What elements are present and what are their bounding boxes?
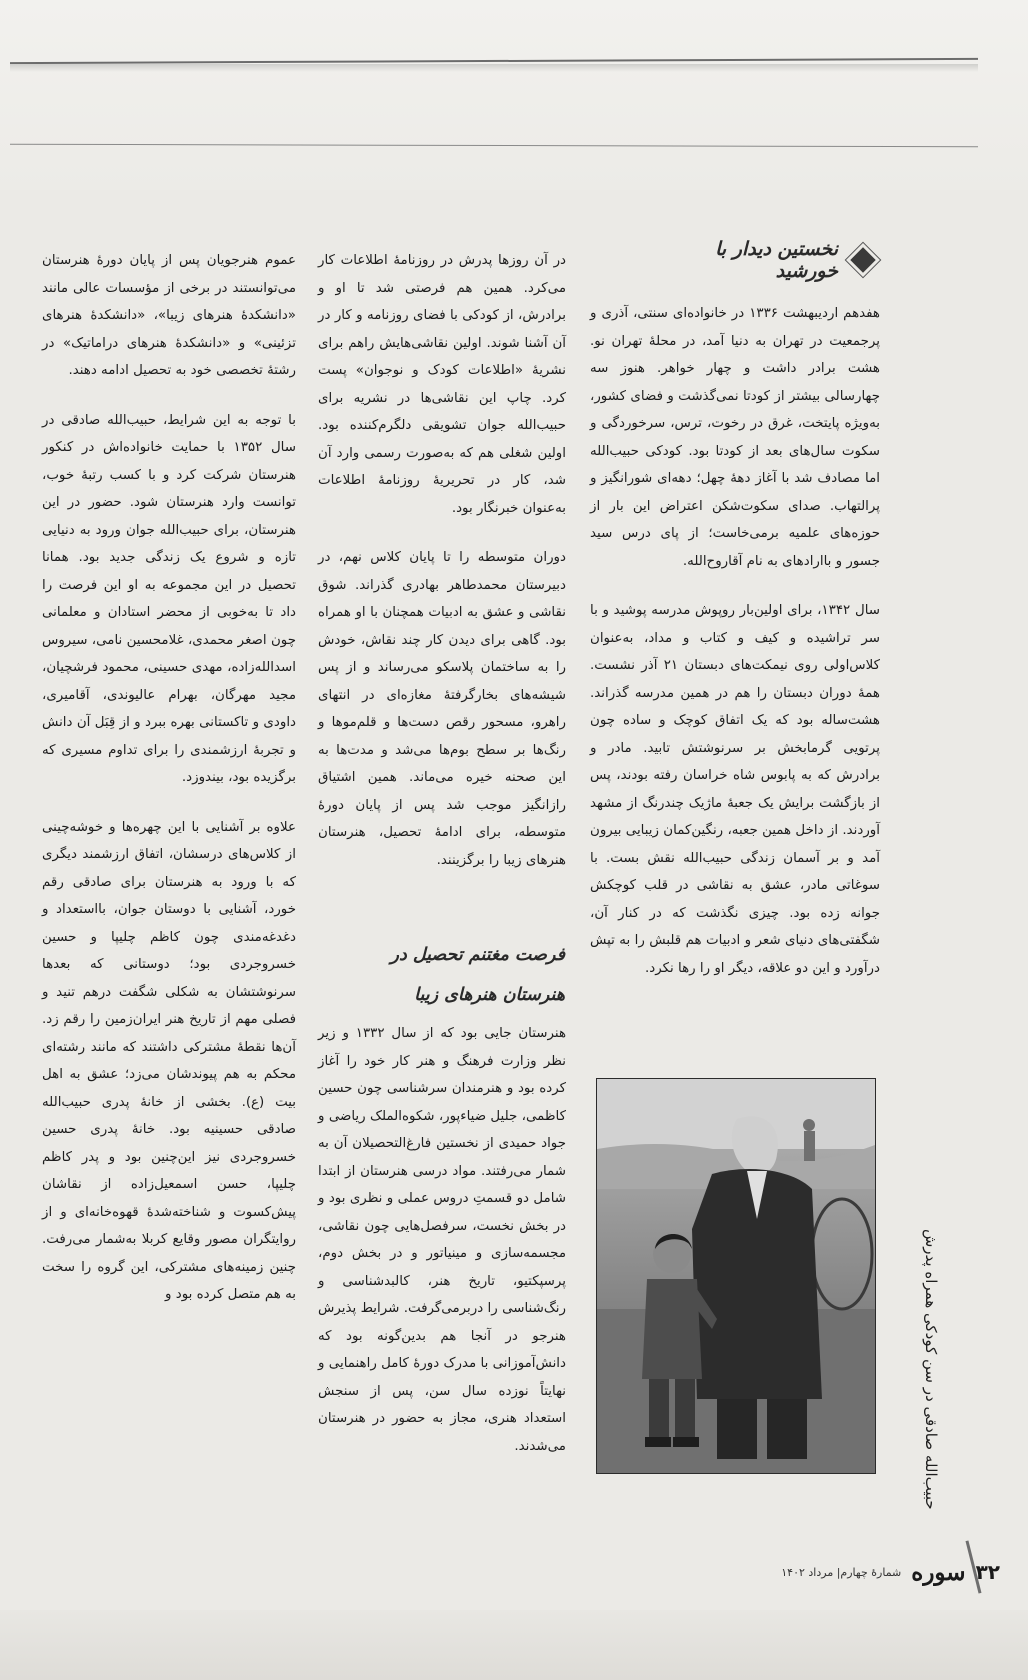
paragraph: با توجه به این شرایط، حبیب‌الله صادقی در سال ۱۳۵۲ با حمایت خانواده‌اش در کنکور هنرستان شرکت کرد و با کسب رتبهٔ خوب، توانست وارد هنرستان شود. حضور در این هنرستان، برای حبیب‌الله جوان ورود به دنیایی تازه و شروع یک زندگی جدید بود. همانا تحصیل در این مجموعه به او این فرصت را داد تا به‌خوبی از محضر استادان و معلمانی چون اصغر محمدی، غلامحسین نامی، سیروس اسدالله‌زاده، مهدی حسینی، محمود فرشچیان، مجید مهرگان، بهرام عالیوندی، آقامیری، داودی و تاکستانی بهره ببرد و از قِبَل آن دانش و تجربهٔ ارزشمندی را برای تداوم مسیری که برگزیده بود، بیندوزد. (42, 412, 296, 785)
historic-photo (596, 1078, 876, 1474)
paragraph: سال ۱۳۴۲، برای اولین‌بار روپوش مدرسه پوشید و با سر تراشیده و کیف و کتاب و مداد، به‌عنوان کلاس‌اولی روی نیمکت‌های دبستان ۲۱ آذر نشست. همهٔ دوران دبستان را هم در همین مدرسه گذراند. هشت‌ساله بود که یک اتفاق کوچک و ساده چون پرتویی گرمابخش بر سرنوشتش تابید. مادر و برادرش که به پابوس شاه خراسان رفته بودند، پس از بازگشت برایش یک جعبهٔ ماژیک چندرنگ از مشهد آوردند. از داخل همین جعبه، رنگین‌کمان زیبایی بیرون آمد و بر آسمان زندگی حبیب‌الله نقش بست. با سوغاتی مادر، عشق به نقاشی در قلب کوچکش جوانه زده بود. چیزی نگذشت که در کنار آن، شگفتی‌های دنیای شعر و ادبیات هم قلبش را به تپش درآورد و این دو علاقه، دیگر او را رها نکرد. (590, 603, 880, 976)
paragraph: علاوه بر آشنایی با این چهره‌ها و خوشه‌چینی از کلاس‌های درسشان، اتفاق ارزشمند دیگری که با ورود به هنرستان برای صادقی رقم خورد، آشنایی با دوستان جوان، بااستعداد و دغدغه‌مندی چون کاظم چلیپا و حسین خسروجردی بود؛ دوستانی که بعدها سرنوشتشان به شکلی شگفت درهم تنید و فصلی مهم از تاریخ هنر ایران‌زمین را رقم زد. آن‌ها نقطهٔ مشترکی داشتند که مانند رشته‌ای محکم به هم پیوندشان می‌زد؛ عشق به اهل بیت (ع). بخشی از خانهٔ پدری حبیب‌الله صادقی حسینیه بود. خانهٔ پدری حسین خسروجردی نیز این‌چنین بود و پدر کاظم چلیپا، حسن اسمعیل‌زاده از نقاشان پیش‌کسوت و شناخته‌شدهٔ قهوه‌خانه‌ای و از روایتگران مصور وقایع کربلا به‌شمار می‌رفت. چنین زمینه‌های مشترکی، این گروه را سخت به هم متصل کرده بود و (42, 819, 296, 1302)
text-column-right (590, 300, 880, 1004)
paragraph: دوران متوسطه را تا پایان کلاس نهم، در دبیرستان محمدطاهر بهادری گذراند. شوق نقاشی و عشق به ادبیات همچنان با او همراه بود. گاهی برای دیدن کار چند نقاش، خودش را به ساختمان پلاسکو می‌رساند و از پس شیشه‌های بخارگرفتهٔ مغازه‌ای در انتهای راهرو، مسحور رقص دست‌ها و قلم‌موها و رنگ‌ها بر سطح بوم‌ها می‌شد و مدت‌ها به این صحنه خیره می‌ماند. همین اشتیاق رازانگیز موجب شد پس از پایان دورهٔ متوسطه، برای ادامهٔ تحصیل، هنرستان هنرهای زیبا را برگزینند. (318, 550, 566, 868)
page-number: ۳۲ (975, 1560, 1000, 1584)
sub-heading (375, 935, 565, 1015)
section-heading-text: نخستین دیدار با خورشید (715, 238, 838, 282)
text-column-left (42, 247, 296, 1331)
diamond-bullet-icon (850, 247, 875, 272)
scan-bottom-area (0, 1610, 1028, 1680)
scan-top-area (0, 0, 1028, 190)
paragraph: هفدهم اردیبهشت ۱۳۳۶ در خانواده‌ای سنتی، آذری و پرجمعیت در تهران به دنیا آمد، در محلهٔ تهران نو. هشت برادر داشت و چهار خواهر. هنوز سه چهارسالی بیشتر از کودتا نمی‌گذشت و فضای کشور، به‌ویژه پایتخت، غرق در رخوت، ترس، سرخوردگی و سکوت سال‌های بعد از کودتا بود. کودکی حبیب‌الله اما مصادف شد با آغاز دههٔ چهل؛ دهه‌ای شورانگیز و پرالتهاب. صدای سکوت‌شکن اعتراض این بار از حوزه‌های علمیه برمی‌خاست؛ از پای درس سید جسور و باارادهای به نام آقاروح‌الله. (590, 306, 880, 569)
text-column-middle (318, 247, 566, 896)
section-heading (650, 238, 880, 282)
photo-illustration (597, 1079, 875, 1473)
issue-info: شمارهٔ چهارم| مرداد ۱۴۰۲ (781, 1565, 902, 1579)
sub-heading-line: هنرستان هنرهای زیبا (414, 985, 565, 1005)
paragraph: عموم هنرجویان پس از پایان دورهٔ هنرستان می‌توانستند در برخی از مؤسسات عالی مانند «دانشکدهٔ هنرهای زیبا»، «دانشکدهٔ هنرهای تزئینی» و «دانشکدهٔ هنرهای دراماتیک» در رشتهٔ تخصصی خود به تحصیل ادامه دهند. (42, 253, 296, 378)
paragraph: در آن روزها پدرش در روزنامهٔ اطلاعات کار می‌کرد. همین هم فرصتی شد تا او و برادرش، از کودکی با فضای روزنامه و کار در آن آشنا شوند. اولین نقاشی‌هایش راهم برای نشریهٔ «اطلاعات کودک و نوجوان» پست کرد. چاپ این نقاشی‌ها در نشریه برای حبیب‌الله جوان تشویقی دلگرم‌کننده بود. اولین شغلی هم که به‌صورت رسمی وارد آن شد، کار در تحریریهٔ روزنامهٔ اطلاعات به‌عنوان خبرنگار بود. (318, 253, 566, 516)
magazine-logo: سوره (911, 1558, 966, 1586)
text-column-middle-lower (318, 1020, 566, 1482)
paragraph: هنرستان جایی بود که از سال ۱۳۳۲ و زیر نظر وزارت فرهنگ و هنر کار خود را آغاز کرده بود و هنرمندان سرشناسی چون حسین کاظمی، جلیل ضیاءپور، شکوه‌الملک ریاضی و جواد حمیدی از نخستین فارغ‌التحصیلان آن به شمار می‌رفتند. مواد درسی هنرستان از ابتدا شامل دو قسمتِ دروس عملی و نظری بود و در بخش نخست، سرفصل‌هایی چون نقاشی، مجسمه‌سازی و مینیاتور و در بخش دوم، پرسپکتیو، تاریخ هنر، کالبدشناسی و رنگ‌شناسی را دربرمی‌گرفت. شرایط پذیرش هنرجو در آنجا هم بدین‌گونه بود که دانش‌آموزانی با مدرک دورهٔ کامل راهنمایی و نهایتاً نوزده سال سن، پس از سنجش استعداد هنری، مجاز به حضور در هنرستان می‌شدند. (318, 1026, 567, 1454)
page-footer (730, 1552, 1000, 1592)
photo-caption: حبیب‌الله صادقی در سن کودکی همراه پدرش (922, 1229, 940, 1510)
scan-edge-shadow (10, 64, 978, 72)
sub-heading-line: فرصت مغتنم تحصیل در (390, 945, 565, 965)
